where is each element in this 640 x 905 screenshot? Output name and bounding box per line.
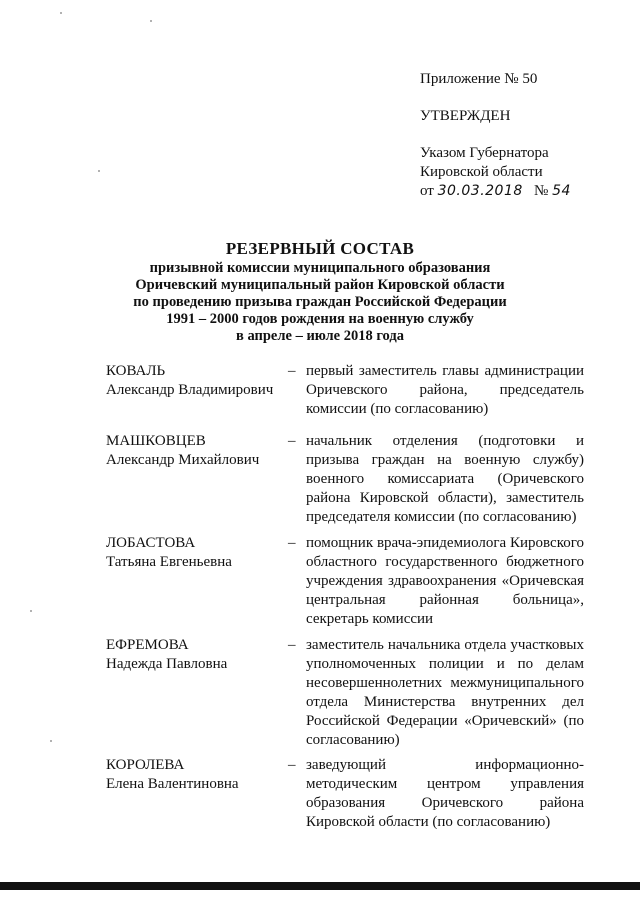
member-entry: [106, 636, 584, 750]
member-surname: ЛОБАСТОВА: [106, 535, 196, 551]
scan-speck: [98, 170, 100, 172]
member-entry: [106, 432, 584, 527]
member-role: начальник отделения (подготовки и призыва граждан на военную службу) военного комиссариата (Оричевского района Кировской области), заместитель председателя комиссии (по согласованию): [306, 433, 584, 525]
approved-label: УТВЕРЖДЕН: [420, 108, 511, 124]
member-surname: КОРОЛЕВА: [106, 757, 185, 773]
heading-line-5: в апреле – июле 2018 года: [236, 328, 404, 344]
scan-speck: [150, 20, 152, 22]
member-given-name: Татьяна Евгеньевна: [106, 554, 232, 570]
decree-line-1: Указом Губернатора: [420, 145, 549, 161]
member-surname: МАШКОВЦЕВ: [106, 433, 206, 449]
heading-line-1: призывной комиссии муниципального образования: [149, 260, 491, 276]
heading-line-4: 1991 – 2000 годов рождения на военную службу: [166, 311, 474, 327]
member-surname: КОВАЛЬ: [106, 363, 166, 379]
scan-edge-band: [0, 882, 640, 890]
handwritten-number: 54: [552, 183, 571, 199]
appendix-number: Приложение № 50: [420, 71, 538, 87]
member-dash: –: [288, 433, 296, 449]
member-role: первый заместитель главы администрации Оричевского района, председатель комиссии (по согласованию): [306, 363, 584, 417]
member-given-name: Елена Валентиновна: [106, 776, 239, 792]
member-given-name: Александр Владимирович: [106, 382, 274, 398]
approval-block: [420, 70, 620, 201]
heading-line-2: Оричевский муниципальный район Кировской области: [135, 277, 505, 293]
member-dash: –: [288, 637, 296, 653]
member-name: [106, 362, 288, 419]
member-entry: [106, 362, 584, 419]
date-prefix: от: [420, 183, 434, 199]
decree-line-2: Кировской области: [420, 164, 543, 180]
number-prefix: №: [534, 183, 549, 199]
scan-speck: [30, 610, 32, 612]
document-heading: [80, 238, 560, 345]
member-name: [106, 432, 288, 527]
member-dash: –: [288, 535, 296, 551]
handwritten-date: 30.03.2018: [437, 183, 523, 199]
member-entry: [106, 534, 584, 629]
scan-bottom-margin: [0, 890, 640, 905]
member-dash: –: [288, 757, 296, 773]
heading-line-3: по проведению призыва граждан Российской Федерации: [133, 294, 507, 310]
member-surname: ЕФРЕМОВА: [106, 637, 189, 653]
member-given-name: Александр Михайлович: [106, 452, 260, 468]
member-role: заведующий информационно-методическим центром управления образования Оричевского района Кировской области (по согласованию): [306, 757, 584, 830]
member-entry: [106, 756, 584, 832]
member-given-name: Надежда Павловна: [106, 656, 228, 672]
member-name: [106, 534, 288, 629]
document-title: РЕЗЕРВНЫЙ СОСТАВ: [225, 239, 415, 258]
member-name: [106, 636, 288, 750]
member-role: заместитель начальника отдела участковых уполномоченных полиции и по делам несовершеннолетних межмуниципального отдела Министерства внутренних дел Российской Федерации «Оричевский» (по согласованию): [306, 637, 584, 748]
member-role: помощник врача-эпидемиолога Кировского областного государственного бюджетного учреждения здравоохранения «Оричевская центральная районная больница», секретарь комиссии: [306, 535, 584, 627]
member-dash: –: [288, 363, 296, 379]
scan-speck: [50, 740, 52, 742]
member-name: [106, 756, 288, 832]
scan-speck: [60, 12, 62, 14]
decree-date-line: [420, 182, 620, 201]
